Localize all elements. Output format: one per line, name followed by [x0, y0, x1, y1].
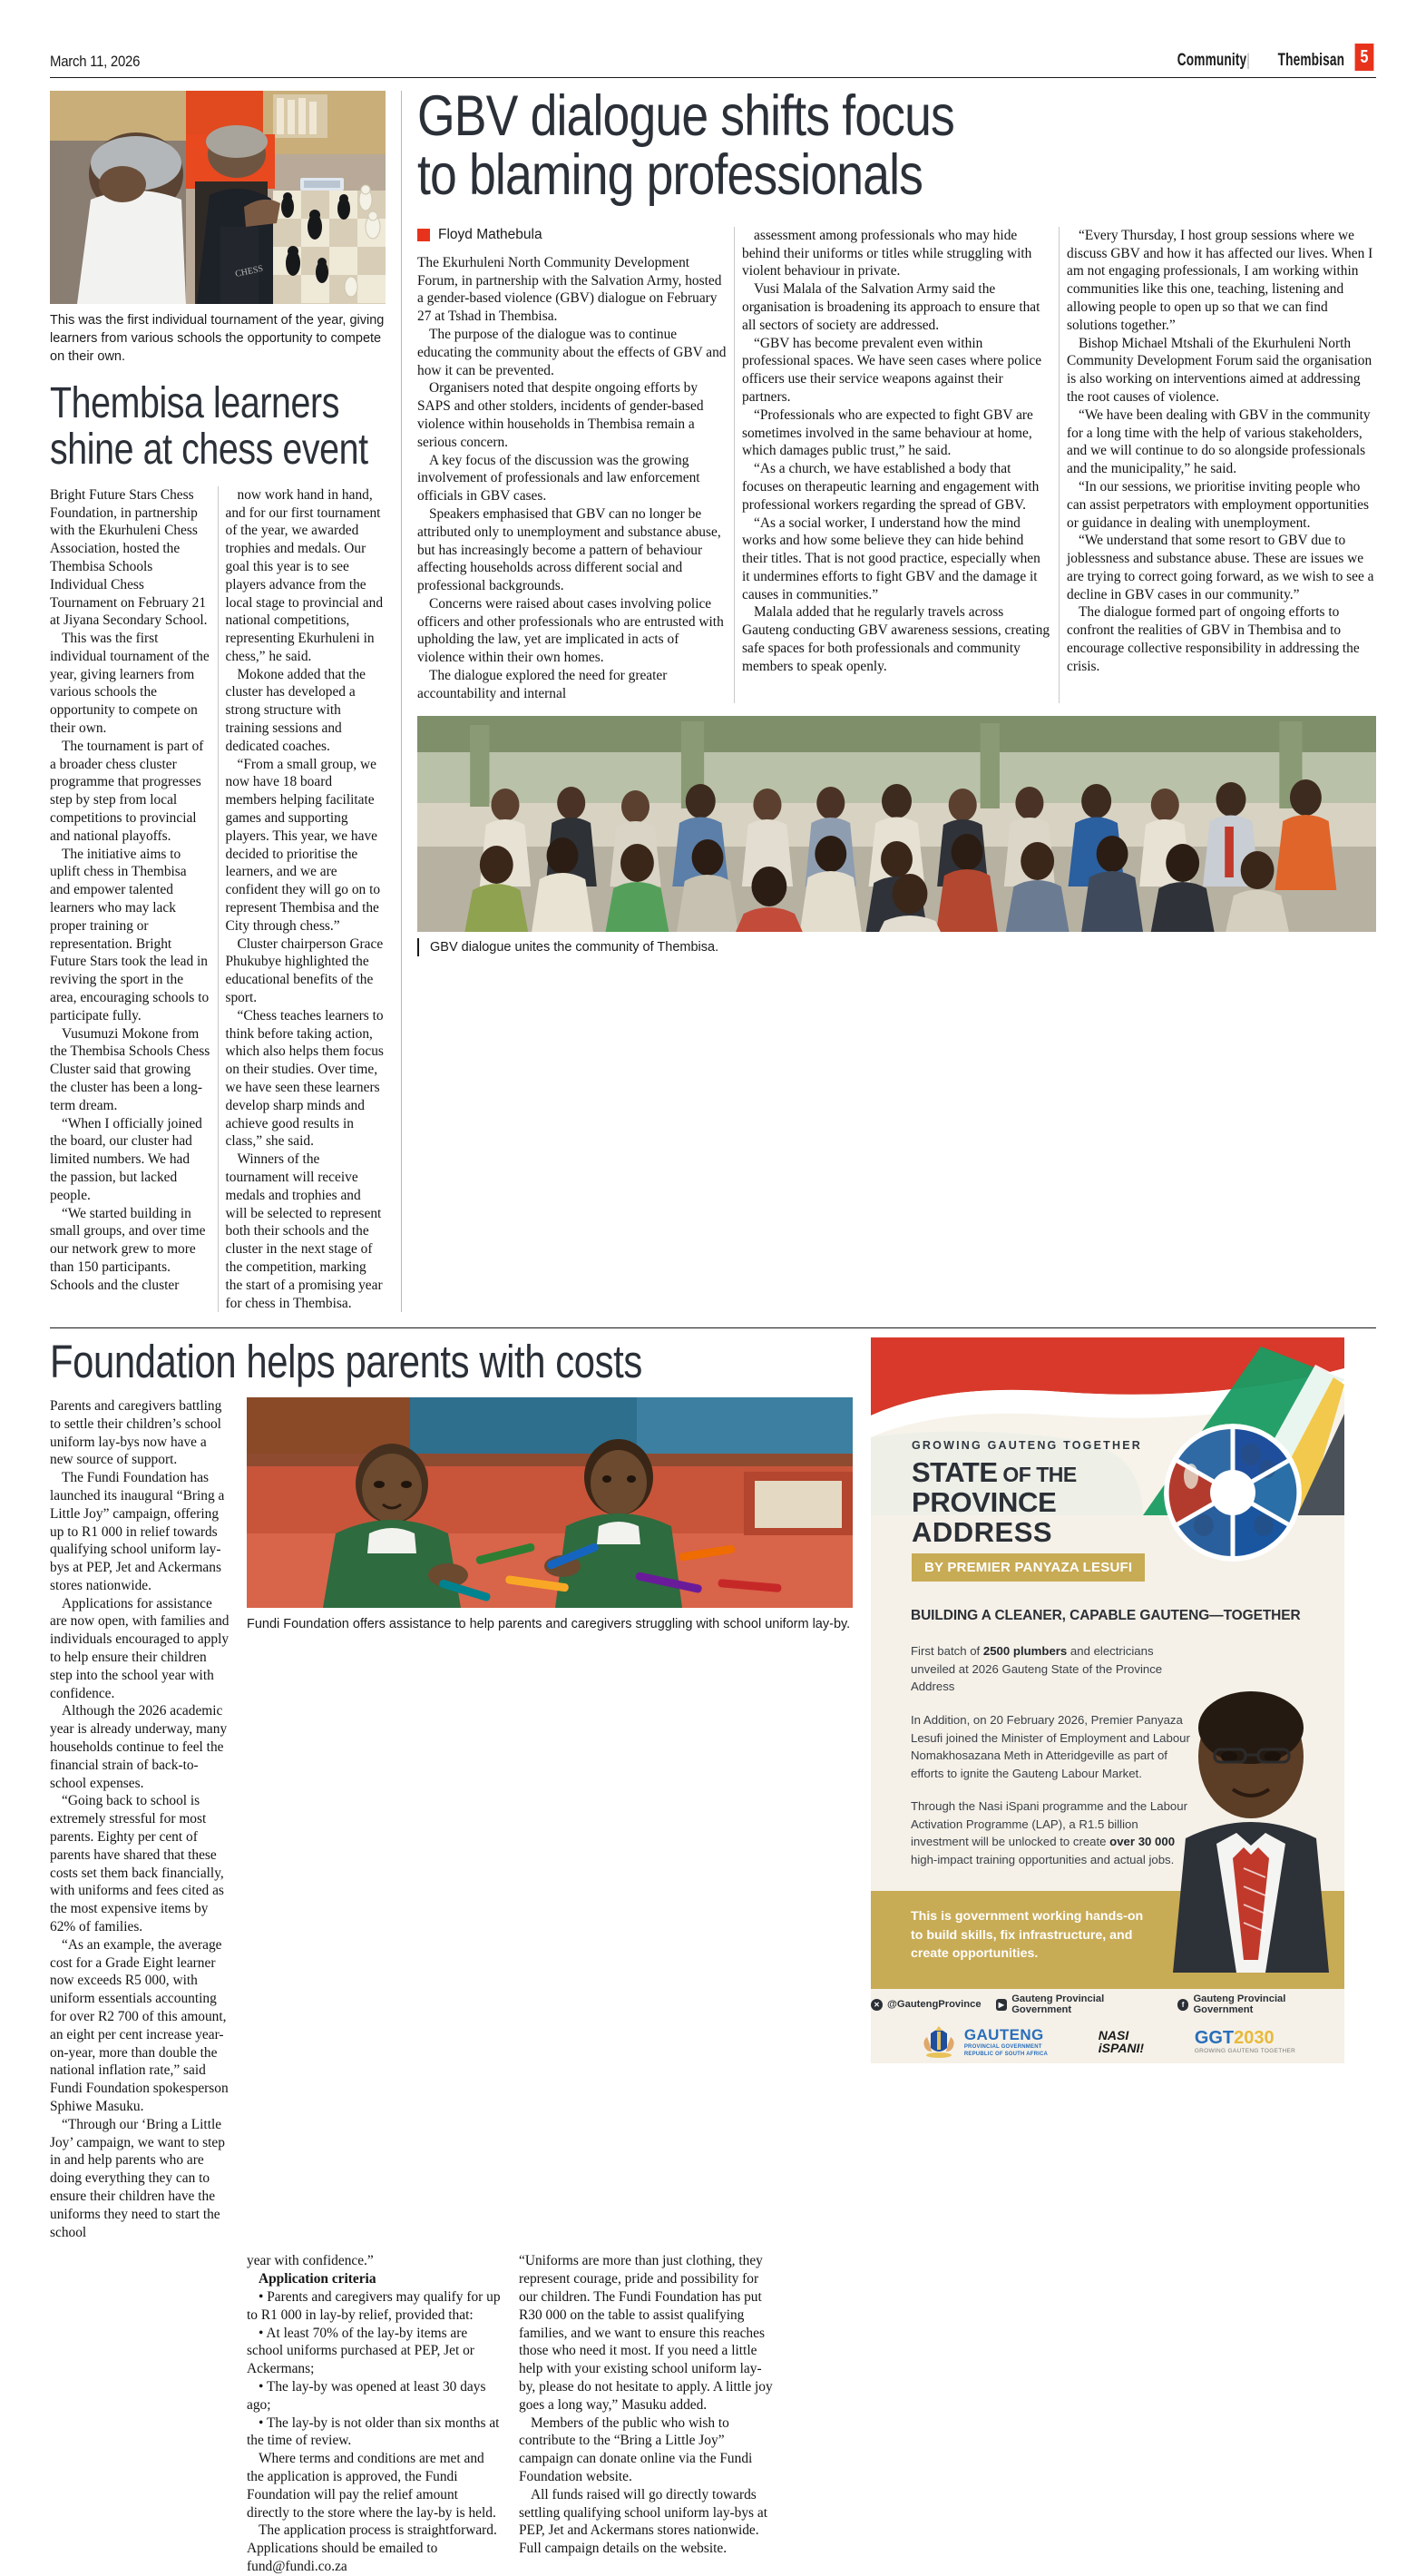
- gbv-para: Bishop Michael Mtshali of the Ekurhuleni North Community Development Forum said the organisation is also working on interventions aimed at addressing the root causes of violence.: [1067, 335, 1372, 405]
- ggt2030-logo: [1195, 2029, 1295, 2055]
- svg-text:CHESS: CHESS: [234, 263, 265, 279]
- fundi-top-row: [50, 1397, 853, 2241]
- gbv-para: A key focus of the discussion was the growing involvement of professionals and law enforcement officials in GBV cases.: [417, 452, 700, 504]
- fundi-para: “Through our ‘Bring a Little Joy’ campaign, we want to step in and help parents who are doing everything they can to ensure their children have the uniforms they need to start the school: [50, 2116, 225, 2240]
- gauteng-logo-sub2: REPUBLIC OF SOUTH AFRICA: [963, 2051, 1049, 2057]
- chess-para: “When I officially joined the board, our cluster had limited numbers. We had the passion, but lacked people.: [50, 1115, 202, 1203]
- fundi-para: The Fundi Foundation has launched its inaugural “Bring a Little Joy” campaign, offering up to R1 000 in relief towards qualifying school uniform lay-bys at PEP, Jet and Ackermans stores nationwide.: [50, 1470, 225, 1593]
- social-facebook-label: Gauteng Provincial Government: [1193, 1993, 1286, 2016]
- gbv-para: The dialogue explored the need for greater accountability and internal: [417, 668, 668, 701]
- gbv-para: “GBV has become prevalent even within professional spaces. We have seen cases where police officers use their service weapons against their partners.: [742, 335, 1042, 405]
- coat-of-arms-icon: [920, 2024, 958, 2059]
- byline-marker-icon: [417, 229, 430, 241]
- ggt-sub: GROWING GAUTENG TOGETHER: [1194, 2048, 1296, 2055]
- ad-paragraph-3: [911, 1797, 1192, 1868]
- ad-social-bar: [871, 1989, 1344, 2020]
- fundi-para: year with confidence.”: [247, 2253, 374, 2269]
- fundi-para: The application process is straightforward. Applications should be emailed to fund@fundi.co.za: [247, 2522, 497, 2574]
- masthead-rule: [50, 77, 1376, 78]
- social-youtube-label: Gauteng Provincial Government: [1011, 1993, 1105, 2016]
- ad-photo-wheel-graphic: [1164, 1424, 1302, 1562]
- gbv-headline-line1: GBV dialogue shifts focus: [417, 84, 954, 148]
- gbv-para: “As a social worker, I understand how the mind works and how some believe they can hide behind their titles. That is not good practice, especially when it undermines efforts to fight GBV and the damage it causes in communities.”: [742, 514, 1040, 602]
- fundi-para: Parents and caregivers battling to settle their children’s school uniform lay-bys now have a new source of support.: [50, 1397, 222, 1468]
- fundi-para: Where terms and conditions are met and the application is approved, the Fundi Foundation will pay the relief amount directly to the store where the lay-by is held.: [247, 2451, 496, 2521]
- ad-title-line3: ADDRESS: [912, 1516, 1053, 1549]
- gbv-headline-line2: to blaming professionals: [417, 142, 923, 207]
- ggt-year: 2030: [1234, 2028, 1275, 2049]
- chess-para: now work hand in hand, and for our first tournament of the year, we awarded trophies and medals. Our goal this year is to see players advance from the local stage to provincial and national competitions, representing Ekurhuleni in chess,” he said.: [225, 486, 384, 664]
- chess-para: Vusumuzi Mokone from the Thembisa Schools Chess Cluster said that growing the cluster has been a long-term dream.: [50, 1025, 210, 1113]
- social-youtube[interactable]: [996, 1993, 1163, 2015]
- chess-para: This was the first individual tournament of the year, giving learners from various schools the opportunity to compete on their own.: [50, 631, 210, 737]
- gbv-para: The dialogue formed part of ongoing efforts to confront the realities of GBV in Thembisa and to encourage collective responsibility in addressing the crisis.: [1067, 604, 1360, 674]
- ad-title-state: STATE: [912, 1456, 998, 1489]
- ad-hero: [871, 1337, 1344, 1601]
- gbv-para: Malala added that he regularly travels across Gauteng conducting GBV awareness sessions, creating safe spaces for both professionals and community members to speak openly.: [742, 604, 1050, 674]
- fundi-col2: [247, 2252, 503, 2575]
- caption-accent-bar: [417, 938, 419, 956]
- byline-author: Floyd Mathebula: [438, 226, 542, 242]
- ad-p1-bold: 2500 plumbers: [982, 1644, 1068, 1659]
- ggt-main: GGT: [1194, 2028, 1235, 2049]
- chess-para: The tournament is part of a broader chess cluster programme that progresses step by step from local competitions to provincial and national playoffs.: [50, 738, 204, 844]
- gbv-dialogue-photo: [417, 716, 1376, 932]
- gbv-para: “In our sessions, we prioritise inviting people who can assist perpetrators with employment opportunities or guidance in dealing with unemployment.: [1067, 478, 1369, 531]
- fundi-photo-caption: Fundi Foundation offers assistance to help parents and caregivers struggling with school uniform lay-by.: [247, 1616, 851, 1631]
- chess-headline: Thembisa learners shine at chess event: [50, 379, 368, 475]
- gbv-para: “Professionals who are expected to fight GBV are sometimes involved in the same behaviour at home, which damages public trust,” he said.: [742, 406, 1033, 459]
- social-x-label: @GautengProvince: [887, 1999, 982, 2011]
- fundi-para: Applications for assistance are now open, with families and individuals encouraged to apply to help ensure their children step into the school year with confidence.: [50, 1595, 230, 1701]
- publication-date: March 11, 2026: [50, 53, 141, 70]
- gauteng-logo-name: GAUTENG: [963, 2025, 1044, 2043]
- ad-p3-bold: over 30 000: [1109, 1835, 1176, 1849]
- fundi-para: “Going back to school is extremely stressful for most parents. Eighty per cent of parents have shared that these costs set them back financially, with uniforms and fees cited as the most expensive items by 62% of families.: [50, 1793, 224, 1935]
- gbv-para: Organisers noted that despite ongoing efforts by SAPS and other stolders, incidents of gender-based violence within households in Thembisa remain a serious concern.: [417, 380, 704, 450]
- fundi-classroom-photo: [247, 1397, 853, 1608]
- chess-para: Winners of the tournament will receive medals and trophies and will be selected to represent both their schools and the cluster in the next stage of the competition, marking the start of a promising year for chess in Thembisa.: [225, 1151, 383, 1311]
- fundi-para: • The lay-by is not older than six months at the time of review.: [247, 2414, 500, 2449]
- gbv-para: Vusi Malala of the Salvation Army said the organisation is broadening its approach to ensure that all sectors of society are addressed.: [742, 281, 1040, 333]
- gbv-para: The Ekurhuleni North Community Development Forum, in partnership with the Salvation Army, hosted a gender-based violence (GBV) dialogue on February 27 at Tshad in Thembisa.: [417, 254, 722, 325]
- fundi-para: • Parents and caregivers may qualify for up to R1 000 in lay-by relief, provided that:: [247, 2288, 501, 2323]
- section-name: Community: [1177, 51, 1247, 70]
- top-section: [50, 84, 1376, 1312]
- masthead: [50, 0, 1376, 77]
- social-x[interactable]: [871, 1999, 982, 2011]
- gbv-para: “As a church, we have established a body that focuses on therapeutic learning and engagement with professional workers regarding the spread of GBV.: [742, 461, 1040, 513]
- bottom-section: [50, 1337, 1376, 2575]
- fundi-para: All funds raised will go directly towards settling qualifying school uniform lay-bys at PEP, Jet and Ackermans stores nationwide. Full campaign details on the website.: [519, 2486, 767, 2557]
- ad-p1-c: and electricians unveiled at 2026 Gauteng State of the Province Address: [911, 1644, 1163, 1694]
- fundi-lower-row: [50, 2252, 853, 2575]
- gbv-para: assessment among professionals who may hide behind their uniforms or titles while struggling with violent behaviour in private.: [742, 227, 1032, 279]
- gauteng-logo-sub1: PROVINCIAL GOVERNMENT: [963, 2043, 1042, 2050]
- ad-logo-bar: [871, 2020, 1344, 2063]
- nasi-line2: iSPANI!: [1098, 2041, 1145, 2056]
- youtube-icon: ▶: [996, 1999, 1008, 2011]
- fundi-para: “Uniforms are more than just clothing, they represent courage, pride and possibility for our children. The Fundi Foundation has put R30 000 on the table to assist qualifying families, and we want to ensure this reaches those who need it most. If you need a little help with your existing school uniform lay-by, please do not hesitate to apply. A little joy goes a long way,” Masuku added.: [519, 2253, 773, 2413]
- publication-name: Thembisan: [1277, 51, 1344, 70]
- gbv-para: Concerns were raised about cases involving police officers and other professionals who are entrusted with upholding the law, yet are implicated in acts of violence within their own homes.: [417, 595, 724, 666]
- fundi-para: • At least 70% of the lay-by items are school uniforms purchased at PEP, Jet or Ackermans;: [247, 2325, 474, 2377]
- ad-heading: BUILDING A CLEANER, CAPABLE GAUTENG—TOGETHER: [911, 1608, 1301, 1624]
- chess-para: “From a small group, we now have 18 board members helping facilitate games and supporting players. This year, we have decided to prioritise the learners, and we are confident they will go on to represent Thembisa and the City through chess.”: [225, 756, 381, 934]
- chess-article: [50, 91, 386, 1312]
- chess-body-columns: [50, 486, 386, 1313]
- gbv-headline: [417, 84, 1379, 207]
- masthead-right: [1150, 44, 1376, 71]
- gbv-photo-caption: GBV dialogue unites the community of Thembisa.: [430, 939, 719, 955]
- ad-paragraph-1: [911, 1642, 1192, 1696]
- fundi-para: Members of the public who wish to contribute to the “Bring a Little Joy” campaign can donate online via the Fundi Foundation website.: [519, 2414, 753, 2484]
- ad-eyebrow: GROWING GAUTENG TOGETHER: [912, 1439, 1142, 1453]
- fundi-article: [50, 1337, 853, 2575]
- gbv-para: “We have been dealing with GBV in the community for a long time with the help of various stakeholders, and we will continue to do so alongside professionals and the municipality,” he said.: [1067, 406, 1371, 477]
- chess-para: “We started building in small groups, and over time our network grew to more than 150 participants. Schools and the cluster: [50, 1205, 206, 1293]
- fundi-para: Although the 2026 academic year is already underway, many households continue to feel the financial strain of back-to-school expenses.: [50, 1703, 228, 1791]
- facebook-icon: f: [1177, 1999, 1189, 2011]
- fundi-col1: [50, 1397, 231, 2241]
- gbv-body-columns: [417, 227, 1376, 703]
- fundi-subheading: Application criteria: [259, 2271, 376, 2287]
- ad-title-line2: PROVINCE: [912, 1486, 1057, 1519]
- section-divider-rule: [50, 1327, 1376, 1328]
- chess-para: Bright Future Stars Chess Foundation, in partnership with the Ekurhuleni Chess Association, hosted the Thembisa Schools Individual Chess Tournament on February 21 at Jiyana Secondary School.: [50, 486, 208, 629]
- byline: [417, 227, 727, 243]
- ad-title-ofthe: OF THE: [1002, 1463, 1077, 1487]
- ad-title-line1: [912, 1456, 1077, 1489]
- gbv-para: Speakers emphasised that GBV can no longer be attributed only to unemployment and substance abuse, but has increasingly become a pattern of behaviour affecting households across different social and professional backgrounds.: [417, 505, 721, 594]
- social-facebook[interactable]: [1177, 1993, 1344, 2015]
- gbv-para: The purpose of the dialogue was to continue educating the community about the effects of GBV and how it can be prevented.: [417, 326, 727, 378]
- gbv-para: “We understand that some resort to GBV due to joblessness and substance abuse. These are issues we are trying to correct going forward, as we wish to see a decline in GBV cases in our community.”: [1067, 533, 1374, 602]
- fundi-para: “As an example, the average cost for a Grade Eight learner now exceeds R5 000, with uniform essentials accounting for over R2 700 of this amount, an eight per cent increase year-on-year, more than double the national inflation rate,” said Fundi Foundation spokesperson Sphiwe Masuku.: [50, 1936, 229, 2114]
- sopa-advertisement[interactable]: [871, 1337, 1344, 2063]
- advertisement-panel[interactable]: [871, 1337, 1344, 2575]
- ad-body: [871, 1601, 1344, 1868]
- ad-p3-a: Through the Nasi iSpani programme and the Labour Activation Programme (LAP), a R1.5 billion investment will be unlocked to create: [911, 1799, 1187, 1849]
- chess-para: “Chess teaches learners to think before taking action, which also helps them focus on their studies. Over time, we have seen these learners develop sharp minds and achieve good results in class,” she said.: [225, 1007, 384, 1150]
- ad-paragraph-2: In Addition, on 20 February 2026, Premier Panyaza Lesufi joined the Minister of Employment and Labour Nomakhosazana Meth in Atteridgeville as part of efforts to ignite the Gauteng Labour Market.: [911, 1712, 1190, 1780]
- fundi-col1-spacer: [50, 2252, 231, 2575]
- nasi-line1: NASI: [1098, 2028, 1129, 2043]
- gauteng-government-logo: [920, 2024, 1048, 2059]
- x-icon: ✕: [871, 1999, 883, 2011]
- chess-tournament-photo: [50, 91, 386, 304]
- fundi-headline: Foundation helps parents with costs: [50, 1336, 642, 1388]
- nasi-ispani-logo: [1099, 2029, 1144, 2054]
- masthead-separator: |: [1246, 51, 1250, 70]
- ad-p1-a: First batch of: [911, 1644, 983, 1659]
- column-divider: [401, 91, 402, 1312]
- fundi-para: • The lay-by was opened at least 30 days ago;: [247, 2378, 486, 2413]
- gbv-caption-wrap: [417, 938, 1376, 956]
- ad-p3-c: high-impact training opportunities and actual jobs.: [911, 1852, 1175, 1866]
- page-number-badge: 5: [1355, 44, 1374, 71]
- chess-para: Mokone added that the cluster has developed a strong structure with training sessions and dedicated coaches.: [225, 666, 366, 754]
- ad-gold-quote: This is government working hands-on to build skills, fix infrastructure, and create opportunities.: [911, 1909, 1144, 1962]
- chess-para: The initiative aims to uplift chess in Thembisa and empower talented learners who may lack proper training or representation. Bright Future Stars took the lead in reviving the sport in the area, encouraging schools to participate fully.: [50, 846, 210, 1024]
- gbv-para: “Every Thursday, I host group sessions where we discuss GBV and how it has affected our lives. When I am not engaging professionals, I am working within communities like this one, teaching, listening and allowing people to open up so that we can find solutions together.”: [1067, 227, 1373, 333]
- gbv-article: [417, 84, 1376, 1312]
- chess-photo-caption: This was the first individual tournament of the year, giving learners from various schools the opportunity to compete on their own.: [50, 313, 385, 364]
- fundi-col3: [519, 2252, 776, 2575]
- chess-para: Cluster chairperson Grace Phukubye highlighted the educational benefits of the sport.: [225, 935, 384, 1006]
- ad-premier-badge: BY PREMIER PANYAZA LESUFI: [912, 1553, 1145, 1582]
